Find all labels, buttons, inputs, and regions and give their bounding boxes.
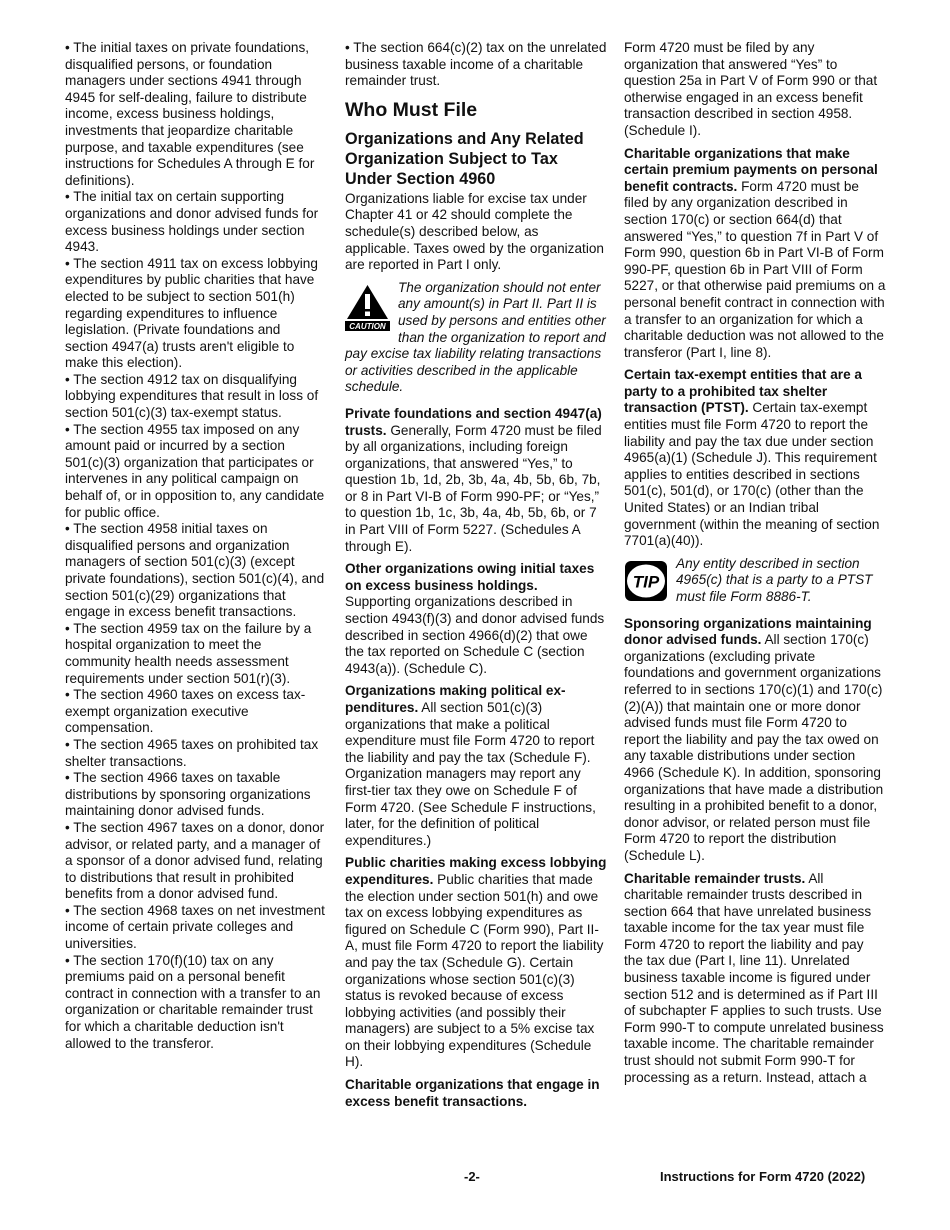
bullet-item: • The section 4958 initial taxes on disqualified persons and organization managers of section 501(c)(3) (except private foundations), section 501(c)(4), and section 501(c)(29) organizations that engage in excess benefit transactions.: [65, 521, 325, 620]
intro-paragraph: Form 4720 must be filed by any organization that answered “Yes” to question 25a in Part V of Form 990 or that otherwise engaged in an excess benefit transaction described in section 4958. (Schedule I).: [624, 40, 878, 138]
paragraph-text: Public charities that made the election under section 501(h) and owe tax on excess lobbying expenditures as figured on Schedule C (Form 990), Part II-A, must file Form 4720 to report the liability and pay the tax (Schedule G). Certain organizations whose section 501(c)(3) status is revoked because of excess lobbying activities (and possibly their managers) are subject to a 5% excise tax on their lobbying expenditures (Schedule H).: [345, 871, 604, 1070]
caution-text: The organization should not enter any amount(s) in Part II. Part II is used by persons and entities other than the organization to report and pay excise tax liability relating transactions or activities described in the applicable schedule.: [345, 279, 606, 395]
subsection-heading: Organizations and Any Related Organization Subject to Tax Under Section 4960: [345, 129, 584, 188]
bullet-item: • The section 4911 tax on excess lobbying expenditures by public charities that have elected to be subject to section 501(h) regarding expenditures to influence legislation. (Private foundations and section 4947(a) trusts aren't eligible to make this election).: [65, 255, 318, 371]
paragraph-lead: Organizations making political expenditures.: [345, 683, 566, 715]
paragraph-text: All section 501(c)(3) organizations that make a political expenditure must file Form 4720 to report the liability and pay the tax (Schedule F). Organization managers may report any first-tier tax they owe on Schedule F of Form 4720. (See Schedule F instructions, later, for the definition of political expenditures.): [345, 700, 596, 848]
tip-text: Any entity described in section 4965(c) that is a party to a PTST must file Form 8886-T.: [676, 555, 873, 604]
paragraph: [624, 871, 886, 1087]
paragraph-lead: Charitable remainder trusts.: [624, 870, 806, 886]
form-title: Instructions for Form 4720 (2022): [660, 1169, 866, 1184]
bullet-item: • The section 170(f)(10) tax on any premiums paid on a personal benefit contract in connection with a transfer to an organization or charitable remainder trust for which a charitable deduction isn't allowed to the transferor.: [65, 952, 321, 1051]
intro-paragraph: Organizations liable for excise tax under Chapter 41 or 42 should complete the schedule(s) described below, as applicable. Taxes owed by the organization are reported in Part I only.: [345, 190, 604, 273]
caution-icon: [345, 283, 390, 331]
tip-note: [624, 556, 886, 606]
paragraph-text: Generally, Form 4720 must be filed by all organizations, including foreign organizations, that answered “Yes,” to question 1b, 1d, 2b, 3b, 4a, 4b, 5b, 6b, 7b, or 8 in Part VI-B of Form 990-PF; or “Yes,” to question 1b, 1c, 3b, 4a, 4b, 5b, 6b, or 7 in Part VIII of Form 5227. (Schedules A through E).: [345, 422, 602, 554]
bullet-item: • The initial taxes on private foundations, disqualified persons, or foundation managers under sections 4941 through 4945 for self-dealing, failure to distribute income, excess business holdings, investments that jeopardize charitable purpose, and taxable expenditures (see instructions for Schedules A through E for definitions).: [65, 40, 315, 188]
paragraph: [624, 367, 886, 550]
bullet-item: • The section 4960 taxes on excess tax-exempt organization executive compensation.: [65, 687, 306, 736]
paragraph-lead: Charitable organizations that engage in excess benefit transactions.: [345, 1077, 600, 1109]
bullet-item: • The section 664(c)(2) tax on the unrelated business taxable income of a charitable remainder trust.: [345, 40, 607, 89]
section-heading: Who Must File: [345, 98, 478, 121]
paragraph-text: All section 170(c) organizations (excluding private foundations and government organizations referred to in sections 170(c)(1) and 170(c)(2)(A)) that maintain one or more donor advised funds must file Form 4720 to report the liability and pay the tax owed on any taxable distributions under section 4966 (Schedule K). In addition, sponsoring organizations that have made a distribution resulting in a prohibited benefit to a donor, donor advisor, or related person must file Form 4720 to report the distribution (Schedule L).: [624, 632, 884, 863]
paragraph-text: All charitable remainder trusts described in section 664 that have unrelated business taxable income for the tax year must file Form 4720 to report the liability and pay the tax due (Part I, line 11). Unrelated business taxable income is figured under section 512 and is determined as if Part III of subchapter F applies to such trusts. Use Form 990-T to compute unrelated business taxable income. The charitable remainder trust should not submit Form 990-T for processing as a return. Instead, attach a: [624, 870, 884, 1085]
bullet-item: • The section 4968 taxes on net investment income of certain private colleges and universities.: [65, 902, 325, 952]
caution-note: [345, 280, 607, 396]
paragraph: [624, 616, 886, 865]
column-1: [65, 40, 327, 1052]
paragraph: [345, 1077, 607, 1110]
caution-label: CAUTION: [349, 321, 386, 331]
paragraph-lead: Public charities making excess lobbying expenditures.: [345, 855, 607, 887]
bullet-item: • The section 4967 taxes on a donor, donor advisor, or related party, and a manager of a sponsor of a donor advised fund, relating to distributions that result in prohibited benefits from a donor advised fund.: [65, 819, 325, 902]
bullet-item: • The section 4965 taxes on prohibited tax shelter transactions.: [65, 736, 319, 769]
bullet-item: • The initial tax on certain supporting organizations and donor advised funds for excess business holdings under section 4943.: [65, 189, 319, 255]
bullet-item: • The section 4959 tax on the failure by a hospital organization to meet the community health needs assessment requirements under section 501(r)(3).: [65, 620, 312, 686]
paragraph: [345, 855, 607, 1071]
paragraph: [345, 561, 607, 677]
tip-icon: [624, 560, 668, 602]
tip-label: TIP: [632, 572, 660, 592]
paragraph-text: Supporting organizations described in section 4943(f)(3) and donor advised funds described in section 4966(d)(2) that owe the tax reported on Schedule C (section 4943(a)). (Schedule C).: [345, 594, 605, 676]
paragraph-lead: Other organizations owing initial taxes on excess business holdings.: [345, 561, 595, 593]
paragraph-lead: Certain tax-exempt entities that are a party to a prohibited tax shelter transaction (PTST).: [624, 367, 862, 416]
bullet-item: • The section 4912 tax on disqualifying lobbying expenditures that result in loss of section 501(c)(3) tax-exempt status.: [65, 371, 319, 421]
bullet-item: • The section 4966 taxes on taxable distributions by sponsoring organizations maintaining donor advised funds.: [65, 770, 311, 819]
paragraph: [345, 406, 607, 555]
paragraph-lead: Charitable organizations that make certain premium payments on personal benefit contracts.: [624, 145, 878, 194]
paragraph: [624, 146, 886, 362]
bullet-item: • The section 4955 tax imposed on any amount paid or incurred by a section 501(c)(3) organization that participates or intervenes in any political campaign on behalf of, or in opposition to, any candidate for public office.: [65, 421, 325, 520]
paragraph: [345, 683, 607, 849]
paragraph-text: Form 4720 must be filed by any organization described in section 170(c) or section 664(d) that answered “Yes,” to question 7f in Part V of Form 990, question 6b in Part VI-B of Form 990-PF, question 6b in Part VIII of Form 5227, or that otherwise paid premiums on a personal benefit contract in connection with a transfer to an organization for which a charitable deduction was not allowed to the transferor (Part I, line 8).: [624, 178, 886, 360]
paragraph-lead: Private foundations and section 4947(a) trusts.: [345, 405, 602, 438]
paragraph-lead: Sponsoring organizations maintaining donor advised funds.: [624, 615, 872, 648]
paragraph-text: Certain tax-exempt entities must file Form 4720 to report the liability and pay the tax due under section 4965(a)(1) (Schedule J). This requirement applies to entities described in sections 501(c), 501(d), or 170(c) (other than the United States) or an Indian tribal government (within the meaning of section 7701(a)(40)).: [624, 400, 880, 549]
column-2: [345, 40, 607, 1116]
page-number: -2-: [464, 1169, 480, 1184]
column-3: [624, 40, 886, 1092]
